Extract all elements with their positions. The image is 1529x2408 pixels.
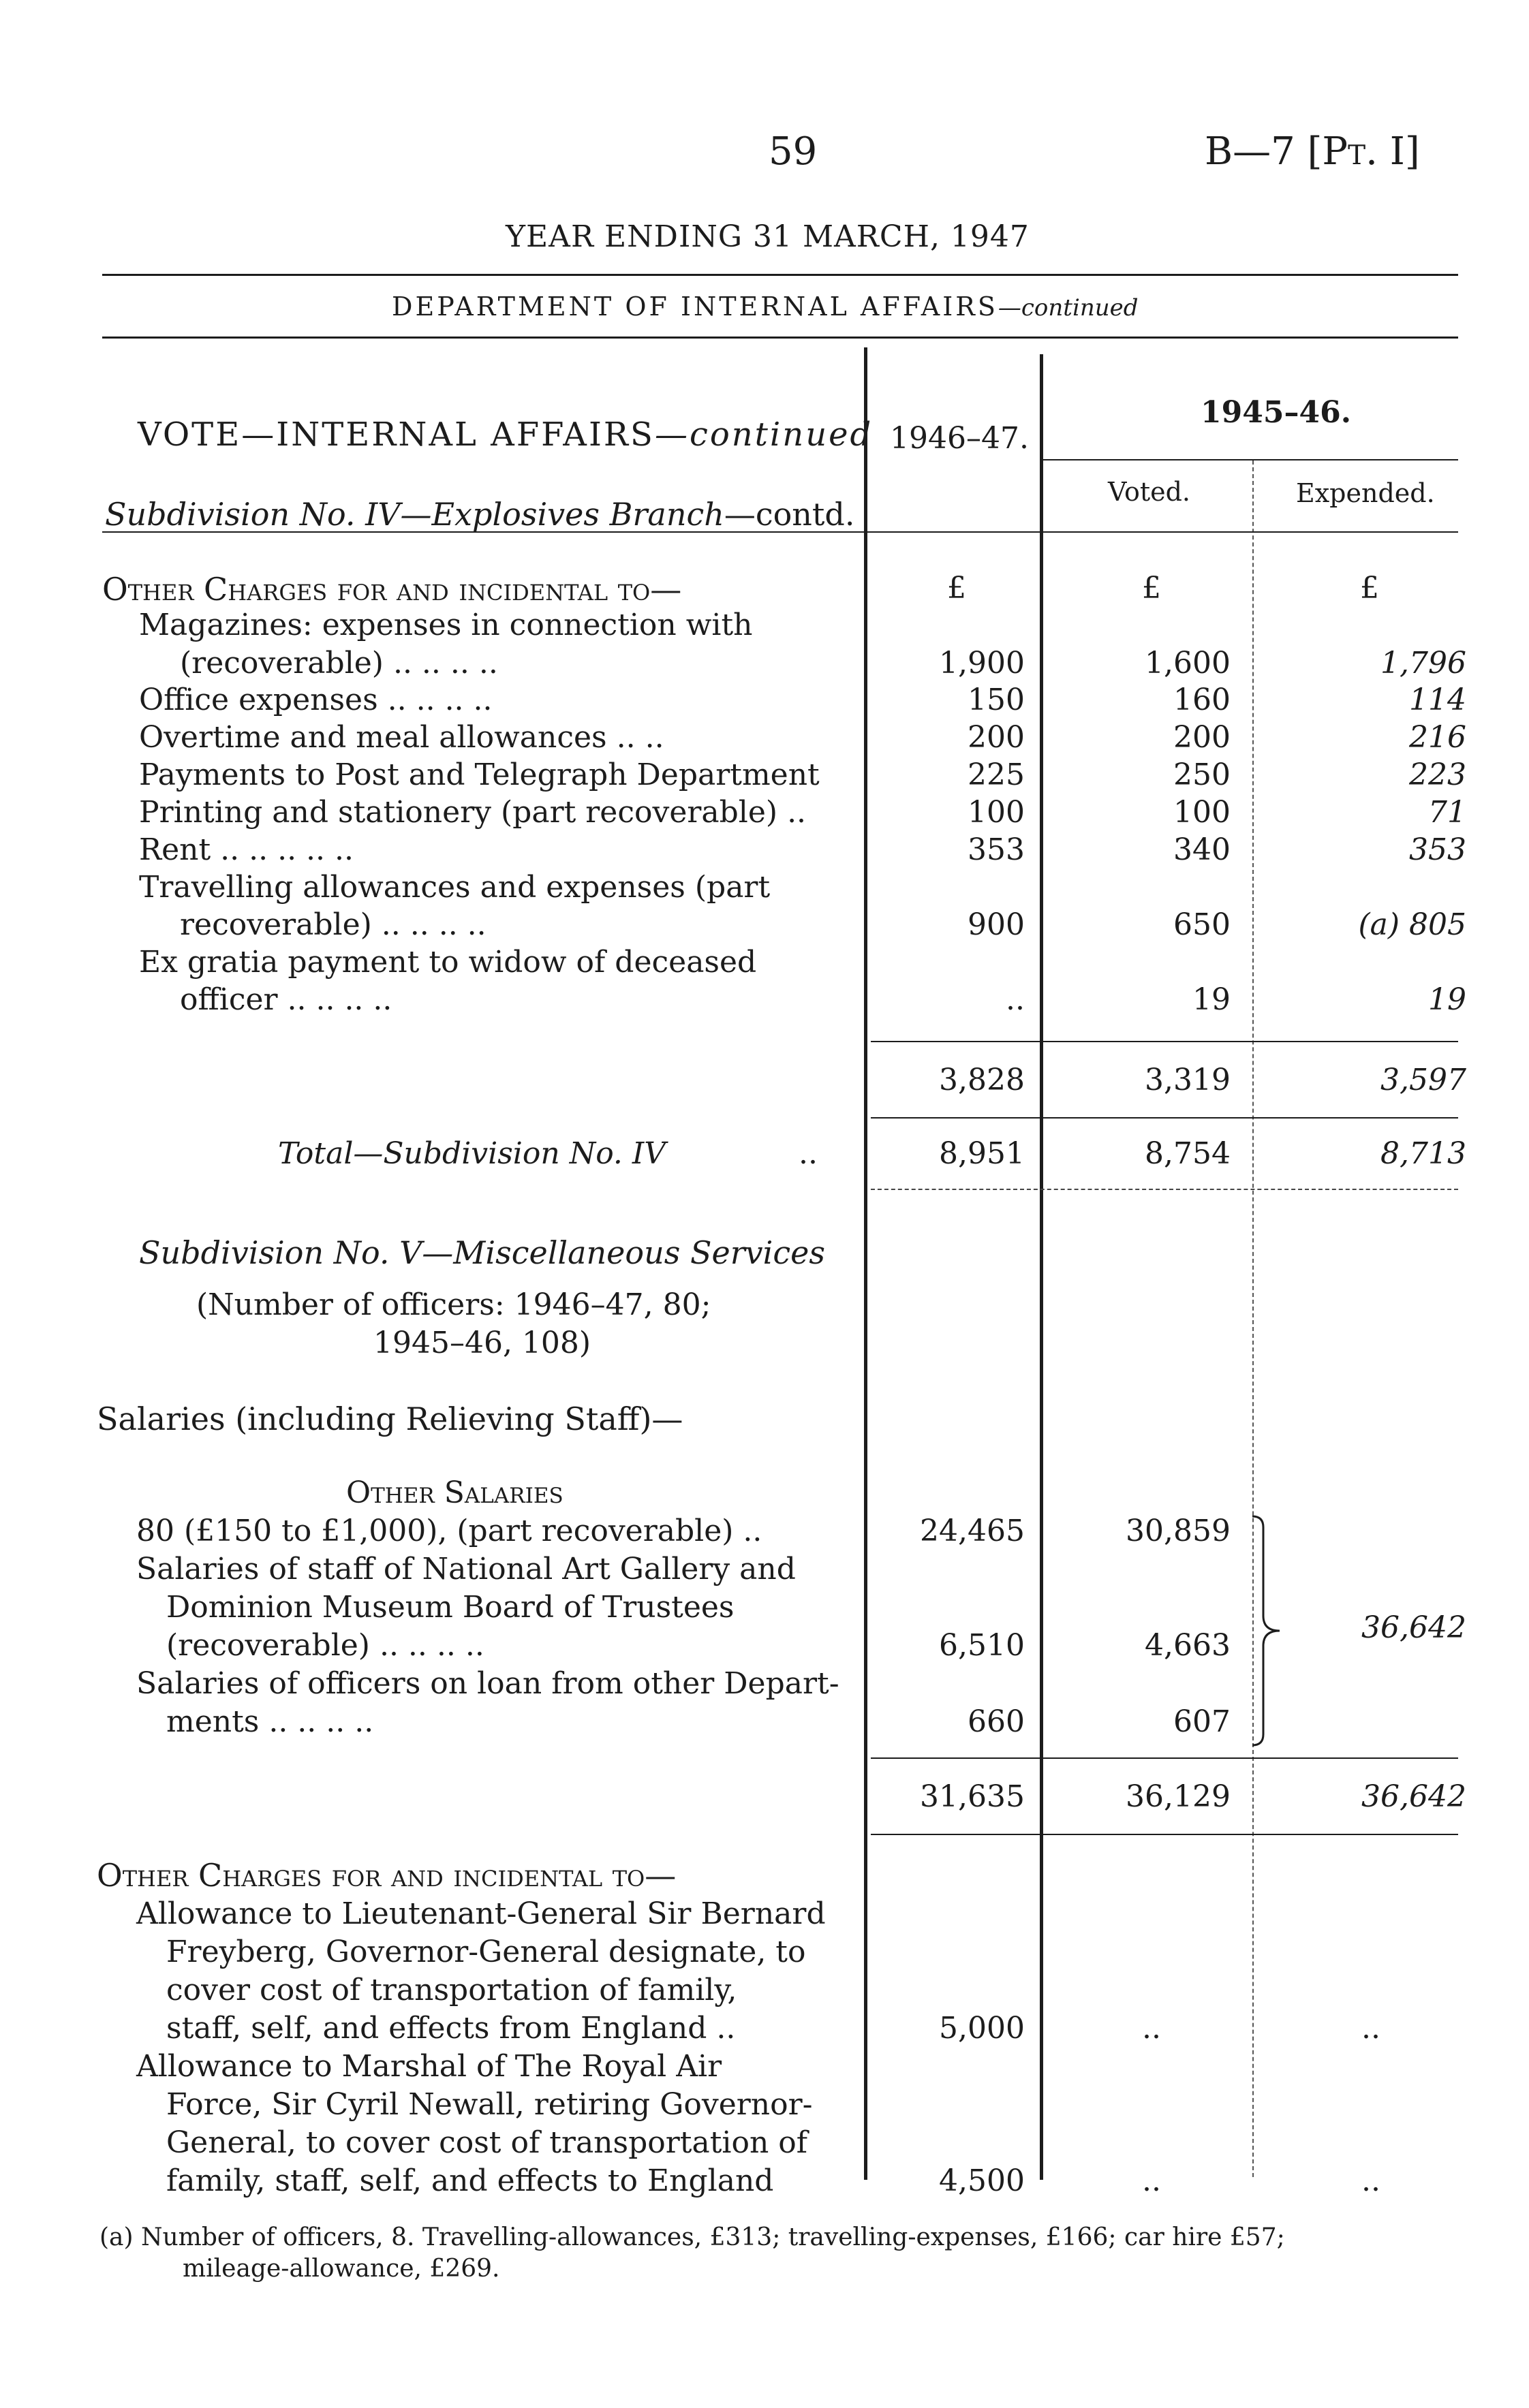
sub4-item-expended: 1,796 bbox=[1380, 646, 1466, 681]
sub4-item-1946: 150 bbox=[968, 683, 1025, 717]
sub4-item-label: Printing and stationery (part recoverable) .. bbox=[139, 795, 807, 830]
year-title: YEAR ENDING 31 MARCH, 1947 bbox=[506, 219, 1030, 254]
header-rule-top bbox=[102, 274, 1458, 276]
currency-1946: £ bbox=[947, 571, 966, 606]
sub5-title: Subdivision No. V—Miscellaneous Services bbox=[139, 1234, 825, 1271]
sub4-item-expended: (a) 805 bbox=[1358, 907, 1466, 942]
sub4-item-1946: 200 bbox=[968, 720, 1025, 755]
sub4-item-label: recoverable) .. .. .. .. bbox=[180, 907, 486, 942]
column-heading-voted: Voted. bbox=[1108, 477, 1190, 507]
sub5-salary-label: Dominion Museum Board of Trustees bbox=[166, 1590, 735, 1625]
department-name: DEPARTMENT OF INTERNAL AFFAIRS bbox=[392, 292, 998, 322]
column-divider-3 bbox=[1252, 460, 1254, 2177]
sub4-item-voted: 160 bbox=[1173, 683, 1231, 717]
sub4-subtotal-voted: 3,319 bbox=[1145, 1063, 1231, 1097]
sub4-item-voted: 100 bbox=[1173, 795, 1231, 830]
sub5-other-salaries: Other Salaries bbox=[346, 1475, 563, 1510]
sub4-item-1946: .. bbox=[1006, 982, 1025, 1017]
sub5-bracket-expended: 36,642 bbox=[1361, 1610, 1466, 1645]
sub5-salary-total-underline bbox=[871, 1834, 1458, 1835]
sub5-salary-label: 80 (£150 to £1,000), (part recoverable) .. bbox=[136, 1514, 762, 1548]
sub5-salary-total-rule bbox=[871, 1757, 1458, 1759]
department-continued: —continued bbox=[998, 294, 1139, 322]
sub5-salary-label: ments .. .. .. .. bbox=[166, 1704, 374, 1739]
sub4-heading: Other Charges for and incidental to— bbox=[102, 571, 682, 608]
sub4-item-label: officer .. .. .. .. bbox=[180, 982, 392, 1017]
footnote-line1: (a) Number of officers, 8. Travelling-allowances, £313; travelling-expenses, £166; car hire £57; bbox=[99, 2223, 1285, 2251]
sub4-total-voted: 8,754 bbox=[1145, 1136, 1231, 1171]
column-heading-1946-47: 1946–47. bbox=[890, 421, 1029, 456]
column-heading-1945-46: 1945–46. bbox=[1201, 395, 1352, 430]
column-divider-1 bbox=[864, 347, 867, 2180]
sub4-item-voted: 340 bbox=[1173, 832, 1231, 867]
sub5-officers-line1: (Number of officers: 1946–47, 80; bbox=[196, 1287, 711, 1322]
sub5-charge-voted: .. bbox=[1142, 2163, 1161, 2198]
sub5-salary-voted: 4,663 bbox=[1145, 1628, 1231, 1663]
column-heading-expended: Expended. bbox=[1296, 478, 1435, 508]
sub4-total-1946: 8,951 bbox=[939, 1136, 1025, 1171]
sub4-item-expended: 71 bbox=[1428, 795, 1466, 830]
sub4-subtotal-rule bbox=[871, 1041, 1458, 1042]
sub4-item-label: Travelling allowances and expenses (part bbox=[139, 870, 771, 905]
sub4-item-label: Magazines: expenses in connection with bbox=[139, 608, 753, 642]
sub5-salary-voted: 607 bbox=[1173, 1704, 1231, 1739]
sub4-item-expended: 223 bbox=[1409, 757, 1466, 792]
sub4-item-label: Ex gratia payment to widow of deceased bbox=[139, 945, 757, 980]
sub5-salary-1946: 24,465 bbox=[920, 1514, 1025, 1548]
sub5-salary-voted: 30,859 bbox=[1126, 1514, 1231, 1548]
sub5-salary-1946: 6,510 bbox=[939, 1628, 1025, 1663]
sub5-charge-label: staff, self, and effects from England .. bbox=[166, 2011, 736, 2046]
sub5-salary-total-expended: 36,642 bbox=[1361, 1779, 1466, 1814]
sub4-total-rule bbox=[871, 1117, 1458, 1119]
sub5-charges-heading: Other Charges for and incidental to— bbox=[97, 1857, 677, 1894]
sub5-charge-expended: .. bbox=[1361, 2163, 1380, 2198]
department-title bbox=[392, 292, 1139, 322]
sub5-salary-label: Salaries of staff of National Art Gallery and bbox=[136, 1552, 796, 1586]
sub4-total-label: Total—Subdivision No. IV bbox=[278, 1136, 666, 1171]
page-number: 59 bbox=[769, 129, 818, 174]
sub5-charge-label: cover cost of transportation of family, bbox=[166, 1973, 737, 2007]
sub4-item-label: Rent .. .. .. .. .. bbox=[139, 832, 354, 867]
sub5-charge-label: Force, Sir Cyril Newall, retiring Governor- bbox=[166, 2087, 813, 2122]
salary-brace-icon bbox=[1250, 1515, 1291, 1747]
sub4-item-expended: 216 bbox=[1409, 720, 1466, 755]
sub4-item-label: Payments to Post and Telegraph Department bbox=[139, 757, 820, 792]
sub4-item-voted: 200 bbox=[1173, 720, 1231, 755]
header-rule-bottom bbox=[102, 337, 1458, 339]
year-header-rule bbox=[1041, 459, 1458, 460]
sub4-item-1946: 225 bbox=[968, 757, 1025, 792]
sub5-salary-total-voted: 36,129 bbox=[1126, 1779, 1231, 1814]
sub4-item-voted: 650 bbox=[1173, 907, 1231, 942]
sub5-charge-1946: 5,000 bbox=[939, 2011, 1025, 2046]
sub4-item-1946: 100 bbox=[968, 795, 1025, 830]
sub5-salary-label: Salaries of officers on loan from other Depart- bbox=[136, 1666, 839, 1701]
currency-expended: £ bbox=[1360, 571, 1379, 606]
document-reference: B—7 [Pt. I] bbox=[1205, 129, 1420, 174]
sub4-item-voted: 19 bbox=[1192, 982, 1231, 1017]
sub4-total-underline bbox=[871, 1189, 1458, 1190]
sub4-title: Subdivision No. IV—Explosives Branch—contd. bbox=[105, 496, 855, 533]
sub5-charge-voted: .. bbox=[1142, 2011, 1161, 2046]
sub5-charge-1946: 4,500 bbox=[939, 2163, 1025, 2198]
sub4-item-expended: 353 bbox=[1409, 832, 1466, 867]
sub5-charge-label: Allowance to Lieutenant-General Sir Bernard bbox=[136, 1896, 826, 1931]
sub4-item-voted: 250 bbox=[1173, 757, 1231, 792]
sub4-item-label: (recoverable) .. .. .. .. bbox=[180, 646, 498, 681]
currency-voted: £ bbox=[1142, 571, 1161, 606]
sub4-item-1946: 900 bbox=[968, 907, 1025, 942]
sub4-total-expended: 8,713 bbox=[1380, 1136, 1466, 1171]
sub4-item-1946: 1,900 bbox=[939, 646, 1025, 681]
vote-title: VOTE—INTERNAL AFFAIRS—continued bbox=[138, 416, 874, 454]
sub5-salary-total-1946: 31,635 bbox=[920, 1779, 1025, 1814]
sub5-charge-label: Freyberg, Governor-General designate, to bbox=[166, 1935, 806, 1969]
sub5-salary-label: (recoverable) .. .. .. .. bbox=[166, 1628, 484, 1663]
footnote-line2: mileage-allowance, £269. bbox=[183, 2255, 500, 2283]
sub4-item-1946: 353 bbox=[968, 832, 1025, 867]
sub5-salary-1946: 660 bbox=[968, 1704, 1025, 1739]
sub4-item-expended: 114 bbox=[1409, 683, 1466, 717]
sub5-salaries-heading: Salaries (including Relieving Staff)— bbox=[97, 1401, 683, 1437]
sub5-charge-label: Allowance to Marshal of The Royal Air bbox=[136, 2049, 722, 2084]
sub4-item-label: Office expenses .. .. .. .. bbox=[139, 683, 493, 717]
sub5-charge-label: General, to cover cost of transportation of bbox=[166, 2125, 808, 2160]
column-divider-2 bbox=[1040, 354, 1043, 2180]
sub4-subtotal-expended: 3,597 bbox=[1380, 1063, 1466, 1097]
sub4-item-voted: 1,600 bbox=[1145, 646, 1231, 681]
sub4-subtotal-1946: 3,828 bbox=[939, 1063, 1025, 1097]
sub5-officers-line2: 1945–46, 108) bbox=[373, 1326, 591, 1360]
sub4-item-label: Overtime and meal allowances .. .. bbox=[139, 720, 664, 755]
sub4-item-expended: 19 bbox=[1428, 982, 1466, 1017]
sub5-charge-label: family, staff, self, and effects to England bbox=[166, 2163, 774, 2198]
sub5-charge-expended: .. bbox=[1361, 2011, 1380, 2046]
sub4-total-dots: .. bbox=[799, 1136, 818, 1171]
